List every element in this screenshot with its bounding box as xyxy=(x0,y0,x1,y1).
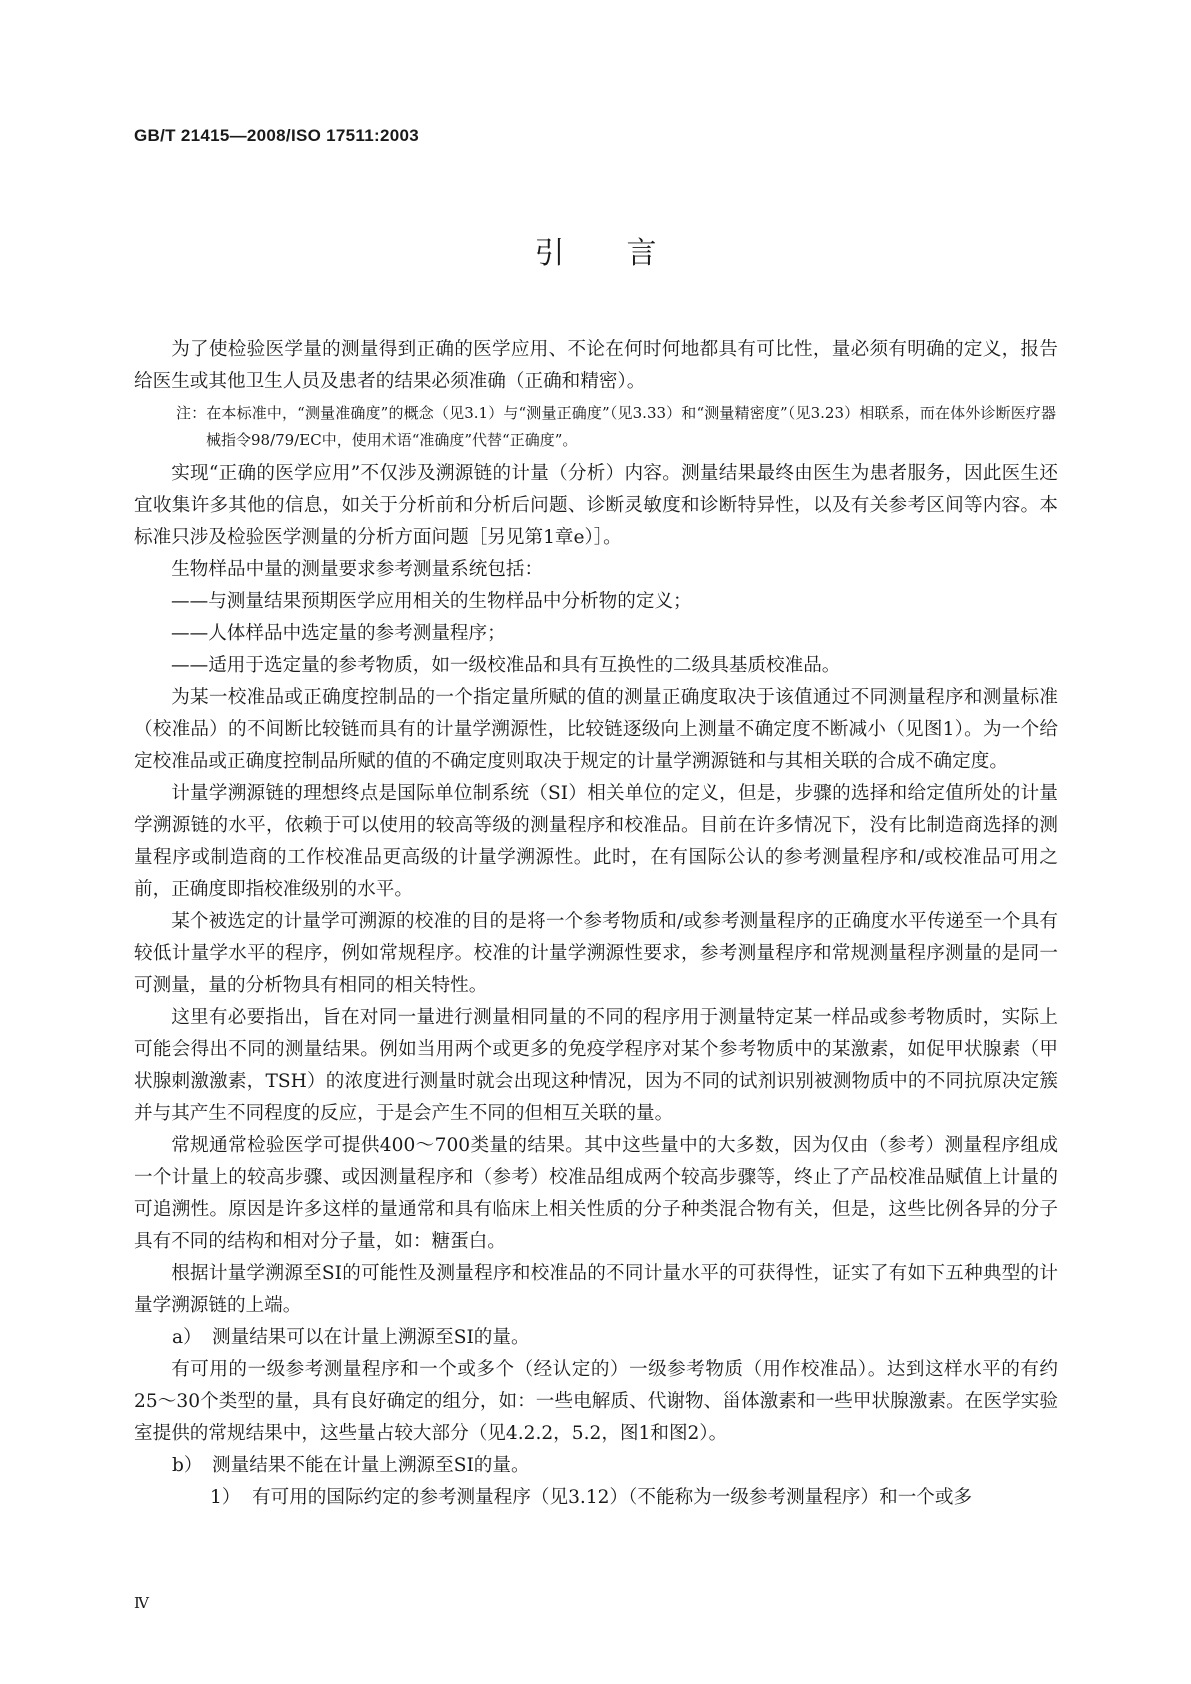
paragraph: 常规通常检验医学可提供400～700类量的结果。其中这些量中的大多数，因为仅由（参考）测量程序组成一个计量上的较高步骤、或因测量程序和（参考）校准品组成两个较高步骤等，终止了产品校准品赋值上计量的可追溯性。原因是许多这样的量通常和具有临床上相关性质的分子种类混合物有关，但是，这些比例各异的分子具有不同的结构和相对分子量，如：糖蛋白。 xyxy=(134,1135,1058,1252)
list-marker: a） xyxy=(172,1327,202,1348)
sub-list-item-1 xyxy=(134,1482,1058,1514)
paragraph: 计量学溯源链的理想终点是国际单位制系统（SI）相关单位的定义，但是，步骤的选择和给定值所处的计量学溯源链的水平，依赖于可以使用的较高等级的测量程序和校准品。目前在许多情况下，没有比制造商选择的测量程序或制造商的工作校准品更高级的计量学溯源性。此时，在有国际公认的参考测量程序和/或校准品可用之前，正确度即指校准级别的水平。 xyxy=(134,783,1058,900)
list-item-text: 有可用的国际约定的参考测量程序（见3.12）（不能称为一级参考测量程序）和一个或多 xyxy=(252,1487,973,1508)
standard-code: GB/T 21415—2008/ISO 17511:2003 xyxy=(134,126,419,145)
list-item: ——适用于选定量的参考物质，如一级校准品和具有互换性的二级具基质校准品。 xyxy=(171,655,841,676)
paragraph: 这里有必要指出，旨在对同一量进行测量相同量的不同的程序用于测量特定某一样品或参考物质时，实际上可能会得出不同的测量结果。例如当用两个或更多的免疫学程序对某个参考物质中的某激素，如促甲状腺素（甲状腺刺激激素，TSH）的浓度进行测量时就会出现这种情况，因为不同的试剂识别被测物质中的不同抗原决定簇并与其产生不同程度的反应，于是会产生不同的但相互关联的量。 xyxy=(134,1007,1058,1124)
note xyxy=(134,400,1058,454)
list-item-text: 测量结果不能在计量上溯源至SI的量。 xyxy=(212,1455,530,1476)
list-item: ——与测量结果预期医学应用相关的生物样品中分析物的定义； xyxy=(171,591,692,612)
paragraph: 为某一校准品或正确度控制品的一个指定量所赋的值的测量正确度取决于该值通过不同测量程序和测量标准（校准品）的不间断比较链而具有的计量学溯源性，比较链逐级向上测量不确定度不断减小（见图1）。为一个给定校准品或正确度控制品所赋的值的不确定度则取决于规定的计量学溯源链和与其相关联的合成不确定度。 xyxy=(134,687,1058,772)
paragraph: 有可用的一级参考测量程序和一个或多个（经认定的）一级参考物质（用作校准品）。达到这样水平的有约25～30个类型的量，具有良好确定的组分，如：一些电解质、代谢物、甾体激素和一些甲状腺激素。在医学实验室提供的常规结果中，这些量占较大部分（见4.2.2，5.2，图1和图2）。 xyxy=(134,1359,1058,1444)
paragraph: 根据计量学溯源至SI的可能性及测量程序和校准品的不同计量水平的可获得性，证实了有如下五种典型的计量学溯源链的上端。 xyxy=(134,1263,1058,1316)
list-marker: b） xyxy=(172,1455,203,1476)
paragraph: 为了使检验医学量的测量得到正确的医学应用、不论在何时何地都具有可比性，量必须有明确的定义，报告给医生或其他卫生人员及患者的结果必须准确（正确和精密）。 xyxy=(134,339,1058,392)
list-item-text: 测量结果可以在计量上溯源至SI的量。 xyxy=(212,1327,530,1348)
list-item-b xyxy=(134,1450,1058,1482)
paragraph: 实现“正确的医学应用”不仅涉及溯源链的计量（分析）内容。测量结果最终由医生为患者服务，因此医生还宜收集许多其他的信息，如关于分析前和分析后问题、诊断灵敏度和诊断特异性，以及有关参考区间等内容。本标准只涉及检验医学测量的分析方面问题［另见第1章e）］。 xyxy=(134,463,1058,548)
list-marker: 1） xyxy=(210,1487,241,1508)
paragraph: 生物样品中量的测量要求参考测量系统包括： xyxy=(171,559,544,580)
list-item-a xyxy=(134,1322,1058,1354)
page-title: 引言 xyxy=(534,236,719,271)
list-item: ——人体样品中选定量的参考测量程序； xyxy=(171,623,506,644)
page-number: Ⅳ xyxy=(134,1594,149,1612)
paragraph: 某个被选定的计量学可溯源的校准的目的是将一个参考物质和/或参考测量程序的正确度水平传递至一个具有较低计量学水平的程序，例如常规程序。校准的计量学溯源性要求，参考测量程序和常规测量程序测量的是同一可测量，量的分析物具有相同的相关特性。 xyxy=(134,911,1058,996)
note-text: 注：在本标准中，“测量准确度”的概念（见3.1）与“测量正确度”（见3.33）和“测量精密度”（见3.23）相联系，而在体外诊断医疗器械指令98/79/EC中，使用术语“准确度”代替“正确度”。 xyxy=(176,404,1056,449)
body-text xyxy=(134,334,1058,1514)
